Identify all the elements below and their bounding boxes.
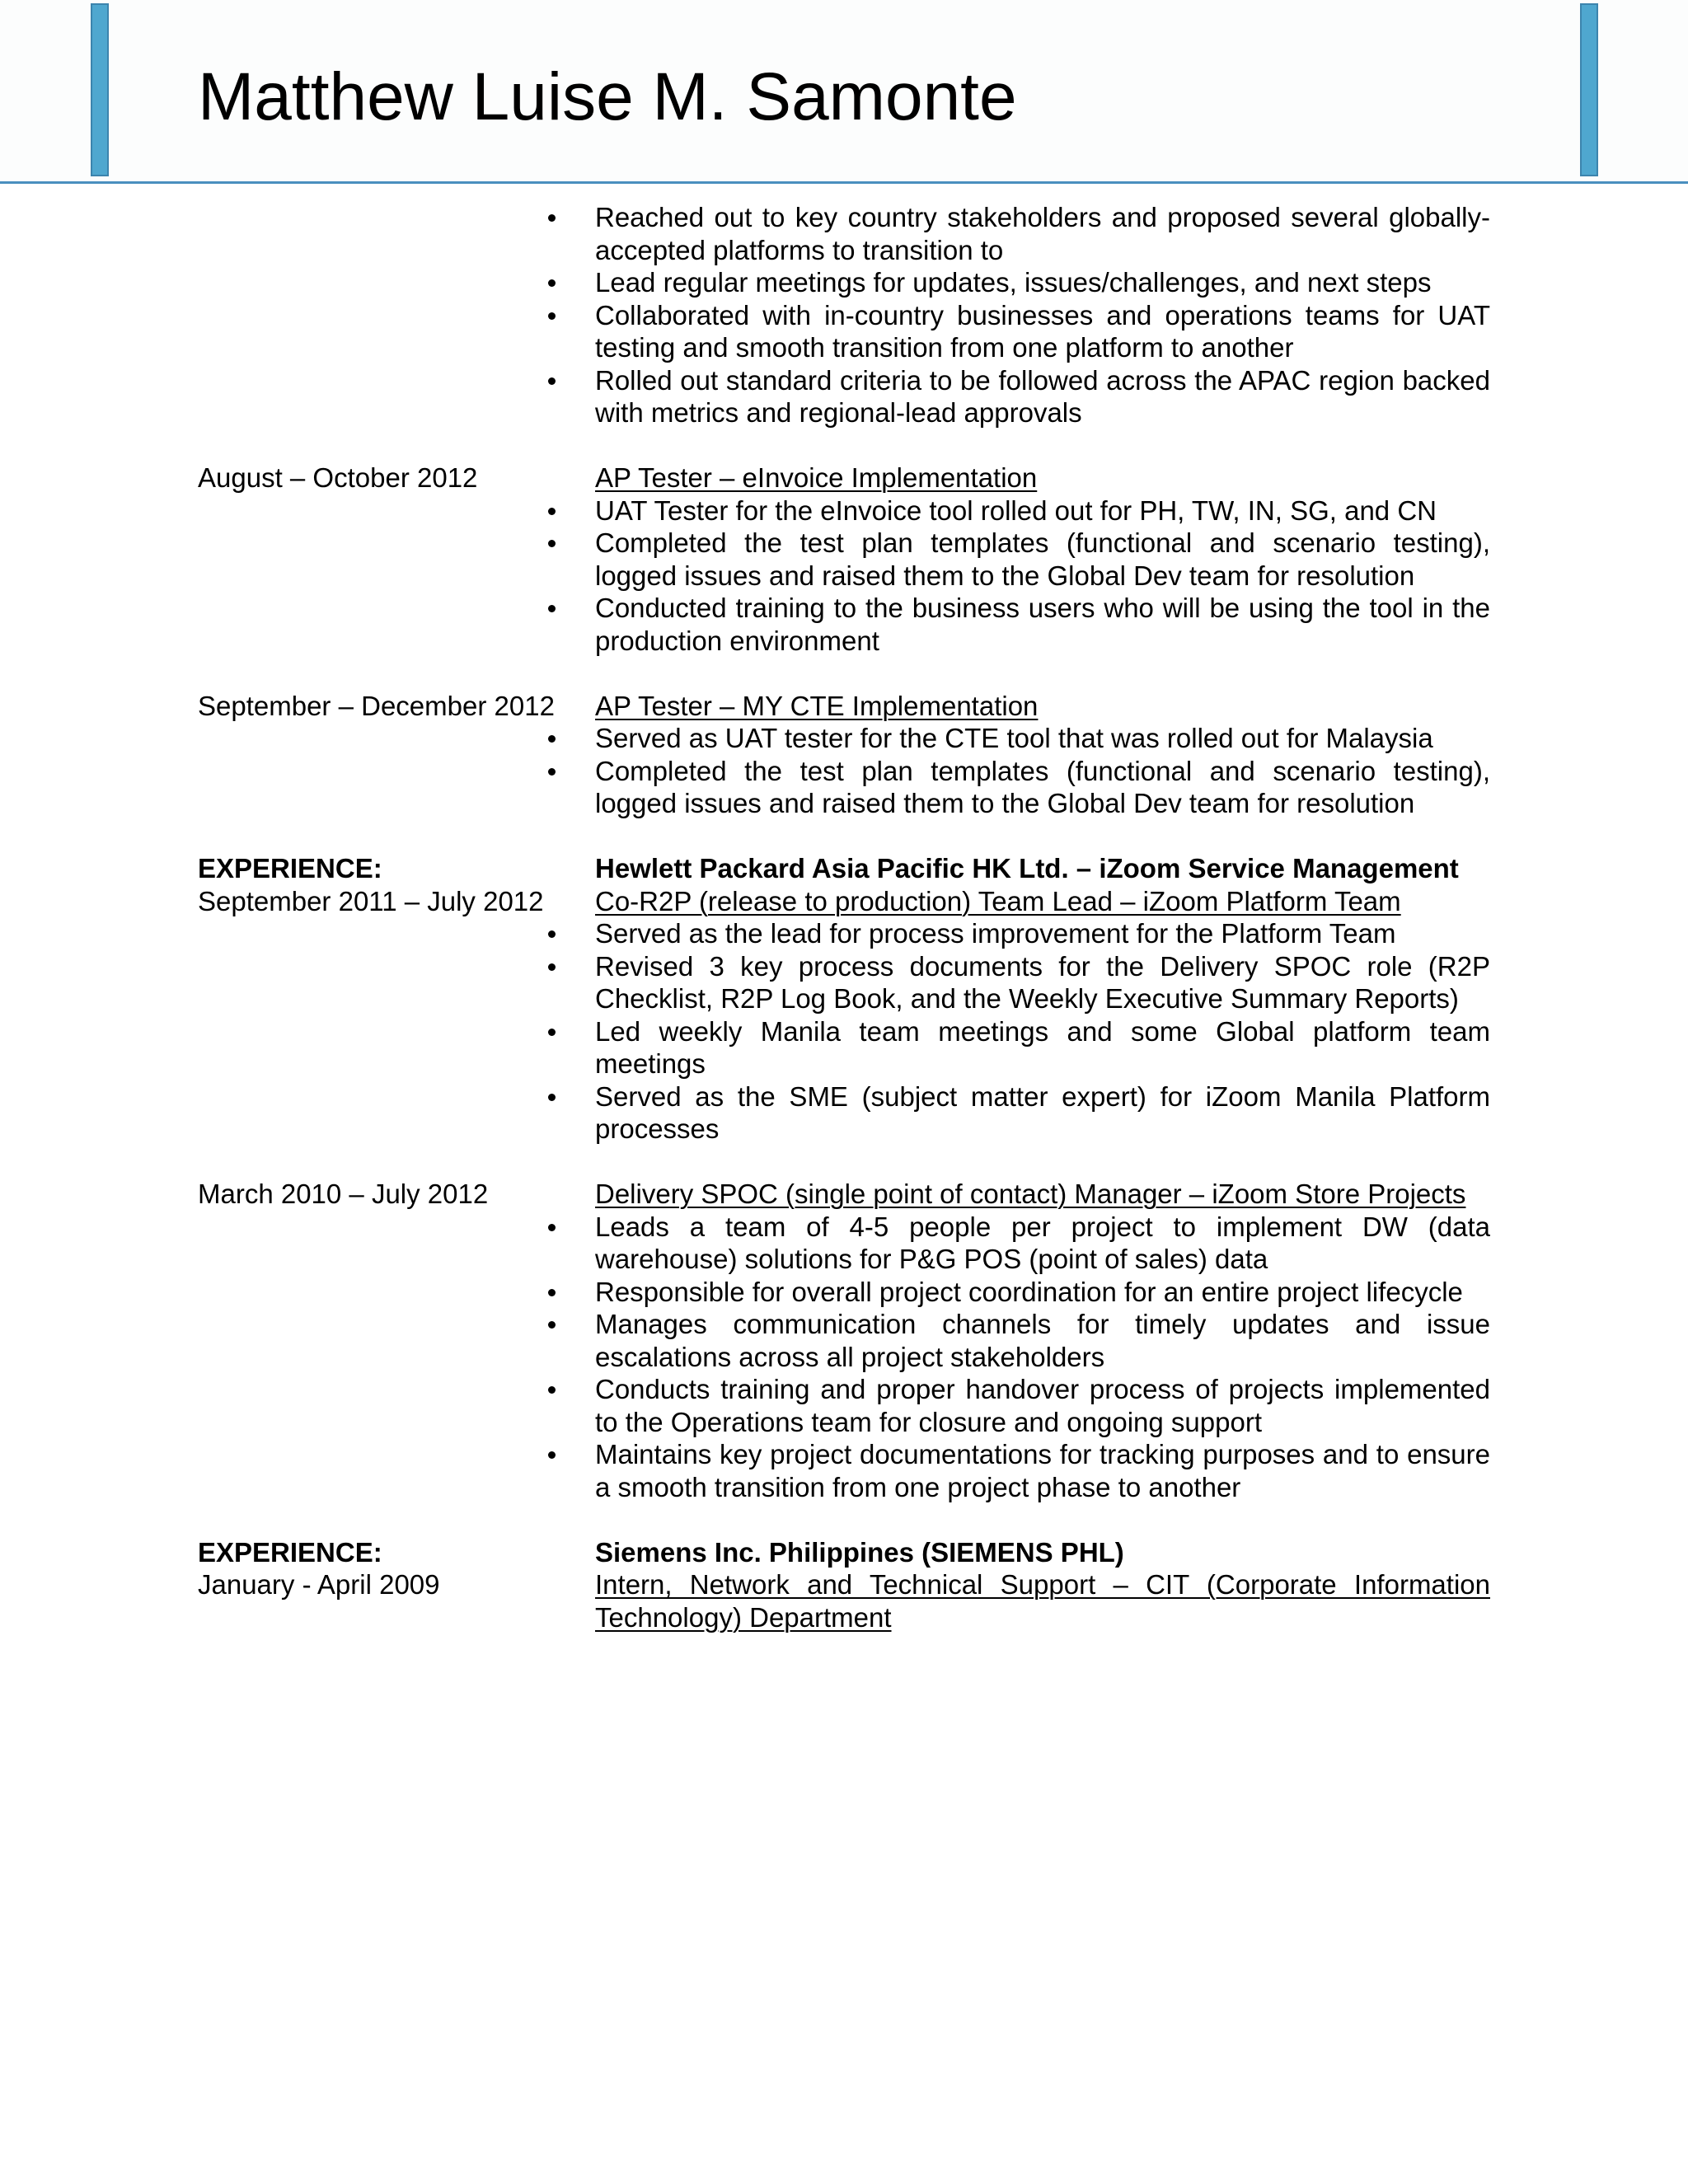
- bullet-text: Served as the lead for process improvement for the Platform Team: [595, 918, 1396, 949]
- bullet-dot-icon: [198, 592, 595, 657]
- bullet-dot-icon: [198, 1276, 595, 1309]
- bullet-list: [198, 917, 1490, 1146]
- bullet-item: [198, 722, 1490, 755]
- bullet-dot-icon: [198, 201, 595, 266]
- bullet-text: UAT Tester for the eInvoice tool rolled out for PH, TW, IN, SG, and CN: [595, 494, 1437, 526]
- bullet-text: Conducted training to the business users who will be using the tool in the production environment: [595, 593, 1490, 656]
- bullet-text: Served as the SME (subject matter expert) for iZoom Manila Platform processes: [595, 1080, 1490, 1144]
- entry-date: September 2011 – July 2012: [198, 885, 544, 916]
- entry-right-column: [595, 1536, 1490, 1634]
- job-title: Delivery SPOC (single point of contact) Manager – iZoom Store Projects: [595, 1179, 1466, 1209]
- bullet-dot-icon: [198, 1015, 595, 1080]
- bullet-item: [198, 1015, 1490, 1080]
- bullet-dot-icon: [198, 494, 595, 527]
- bullet-item: [198, 592, 1490, 657]
- bullet-item: [198, 1308, 1490, 1373]
- entry-date: September – December 2012: [198, 690, 555, 721]
- page-header: [0, 0, 1688, 184]
- bullet-text: Lead regular meetings for updates, issues/challenges, and next steps: [595, 267, 1432, 298]
- bullet-item: [198, 527, 1490, 592]
- entry-date: January - April 2009: [198, 1569, 440, 1600]
- bullet-dot-icon: [198, 1308, 595, 1373]
- bullet-item: [198, 1211, 1490, 1276]
- resume-entry: [198, 201, 1490, 429]
- bullet-item: [198, 299, 1490, 364]
- bullet-dot-icon: [198, 722, 595, 755]
- bullet-dot-icon: [198, 755, 595, 820]
- bullet-text: Served as UAT tester for the CTE tool that was rolled out for Malaysia: [595, 723, 1433, 753]
- bullet-dot-icon: [198, 299, 595, 364]
- bullet-dot-icon: [198, 266, 595, 299]
- bullet-dot-icon: [198, 527, 595, 592]
- bullet-text: Conducts training and proper handover process of projects implemented to the Operations team for closure and ongoing support: [595, 1374, 1490, 1437]
- bullet-text: Led weekly Manila team meetings and some Global platform team meetings: [595, 1015, 1490, 1079]
- bullet-item: [198, 494, 1490, 527]
- bullet-text: Manages communication channels for timely updates and issue escalations across all project stakeholders: [595, 1309, 1490, 1372]
- bullet-dot-icon: [198, 917, 595, 950]
- entry-right-column: [595, 1178, 1490, 1503]
- bullet-item: [198, 266, 1490, 299]
- resume-name: Matthew Luise M. Samonte: [198, 59, 1017, 134]
- bullet-text: Leads a team of 4-5 people per project to implement DW (data warehouse) solutions for P&G POS (point of sales) data: [595, 1211, 1490, 1274]
- section-label: EXPERIENCE:: [198, 853, 382, 883]
- bullet-list: [198, 494, 1490, 658]
- bullet-item: [198, 917, 1490, 950]
- resume-body: [198, 201, 1490, 1633]
- bullet-item: [198, 1080, 1490, 1146]
- bullet-dot-icon: [198, 1373, 595, 1438]
- bullet-item: [198, 1373, 1490, 1438]
- company-name: Siemens Inc. Philippines (SIEMENS PHL): [595, 1536, 1124, 1568]
- bullet-item: [198, 755, 1490, 820]
- bullet-text: Rolled out standard criteria to be followed across the APAC region backed with metrics and regional-lead approvals: [595, 364, 1490, 428]
- bullet-list: [198, 201, 1490, 429]
- section-label: EXPERIENCE:: [198, 1536, 382, 1568]
- entry-right-column: [595, 690, 1490, 820]
- resume-entry: [198, 462, 1490, 657]
- bullet-text: Reached out to key country stakeholders and proposed several globally-accepted platforms to transition to: [595, 202, 1490, 265]
- resume-entry: [198, 690, 1490, 820]
- bullet-item: [198, 364, 1490, 429]
- bullet-dot-icon: [198, 364, 595, 429]
- bullet-list: [198, 722, 1490, 820]
- job-title: Co-R2P (release to production) Team Lead – iZoom Platform Team: [595, 885, 1401, 916]
- bullet-text: Collaborated with in-country businesses and operations teams for UAT testing and smooth transition from one platform to another: [595, 299, 1490, 363]
- bullet-text: Completed the test plan templates (functional and scenario testing), logged issues and raised them to the Global Dev team for resolution: [595, 527, 1490, 591]
- bullet-item: [198, 1276, 1490, 1309]
- job-title: AP Tester – eInvoice Implementation: [595, 462, 1038, 493]
- entry-date: March 2010 – July 2012: [198, 1179, 489, 1209]
- entry-right-column: [595, 852, 1490, 1146]
- bullet-item: [198, 950, 1490, 1015]
- bullet-dot-icon: [198, 1211, 595, 1276]
- bullet-text: Revised 3 key process documents for the Delivery SPOC role (R2P Checklist, R2P Log Book, and the Weekly Executive Summary Reports): [595, 950, 1490, 1014]
- bullet-dot-icon: [198, 1438, 595, 1503]
- entry-right-column: [595, 201, 1490, 429]
- resume-entry: [198, 852, 1490, 1146]
- bullet-item: [198, 201, 1490, 266]
- bullet-dot-icon: [198, 950, 595, 1015]
- resume-entry: [198, 1536, 1490, 1634]
- bullet-item: [198, 1438, 1490, 1503]
- job-title: AP Tester – MY CTE Implementation: [595, 690, 1039, 721]
- bullet-text: Responsible for overall project coordination for an entire project lifecycle: [595, 1276, 1463, 1307]
- entry-left-column: [198, 1536, 595, 1634]
- company-name: Hewlett Packard Asia Pacific HK Ltd. – iZoom Service Management: [595, 853, 1459, 883]
- header-left-accent-bar: [91, 3, 109, 176]
- bullet-text: Completed the test plan templates (functional and scenario testing), logged issues and raised them to the Global Dev team for resolution: [595, 755, 1490, 818]
- bullet-text: Maintains key project documentations for tracking purposes and to ensure a smooth transition from one project phase to another: [595, 1439, 1490, 1502]
- bullet-list: [198, 1211, 1490, 1504]
- job-title: Intern, Network and Technical Support – CIT (Corporate Information Technology) Department: [595, 1569, 1490, 1633]
- entry-date: August – October 2012: [198, 462, 478, 493]
- header-right-accent-bar: [1580, 3, 1598, 176]
- resume-entry: [198, 1178, 1490, 1503]
- bullet-dot-icon: [198, 1080, 595, 1146]
- entry-right-column: [595, 462, 1490, 657]
